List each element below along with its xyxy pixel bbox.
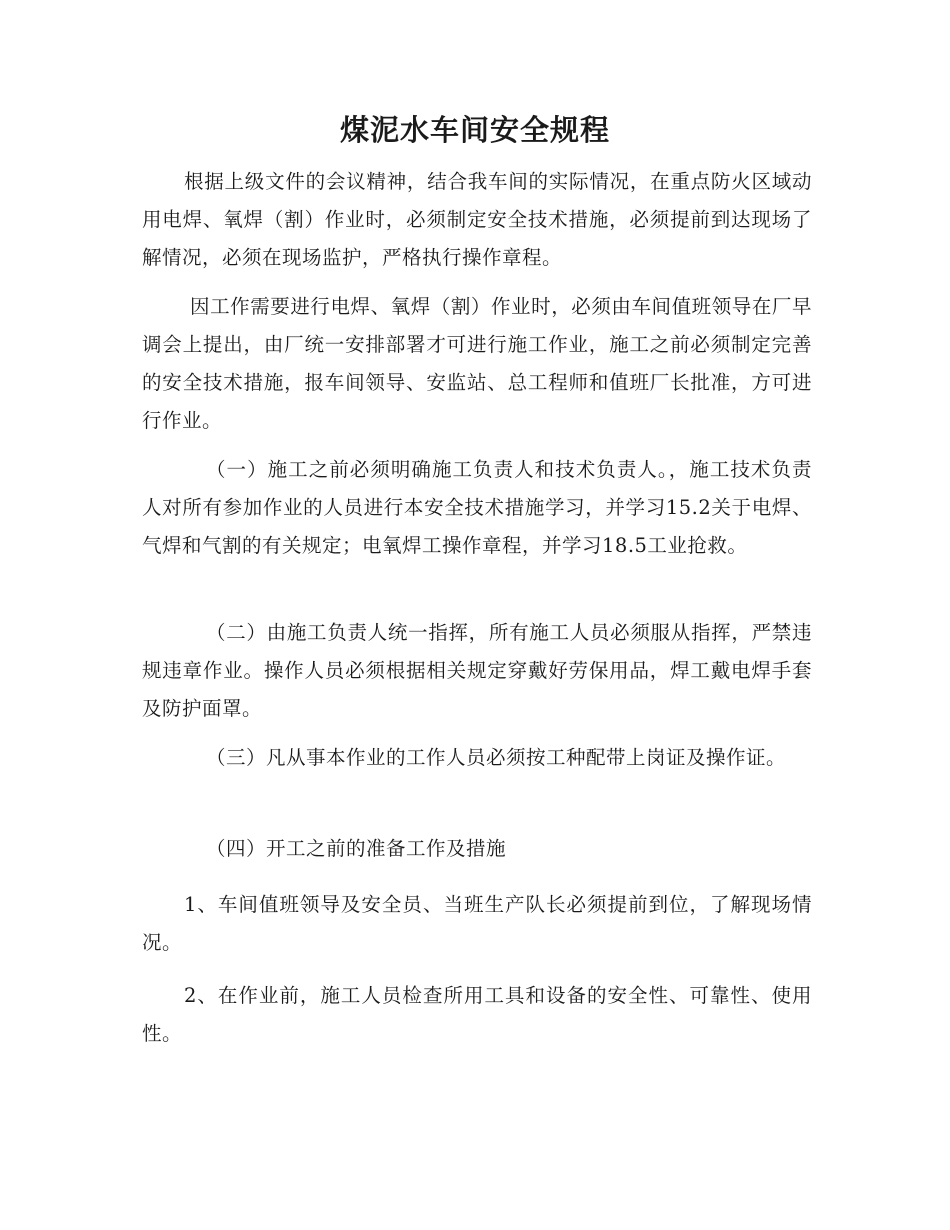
- paragraph-approval: 因工作需要进行电焊、氧焊（割）作业时，必须由车间值班领导在厂早调会上提出，由厂统一安排部署才可进行施工作业，施工之前必须制定完善的安全技术措施，报车间领导、安监站、总工程师和值班厂长批准，方可进行作业。: [142, 295, 812, 432]
- document-title: 煤泥水车间安全规程: [339, 113, 610, 147]
- paragraph-item-4-heading: （四）开工之前的准备工作及措施: [206, 837, 507, 860]
- paragraph-step-2: 2、在作业前，施工人员检查所用工具和设备的安全性、可靠性、使用性。: [142, 984, 812, 1045]
- paragraph-item-2: （二）由施工负责人统一指挥，所有施工人员必须服从指挥，严禁违规违章作业。操作人员必须根据相关规定穿戴好劳保用品，焊工戴电焊手套及防护面罩。: [142, 621, 812, 720]
- paragraph-item-1: （一）施工之前必须明确施工负责人和技术负责人。，施工技术负责人对所有参加作业的人员进行本安全技术措施学习，并学习15.2关于电焊、气焊和气割的有关规定；电氧焊工操作章程，并学习18.5工业抢救。: [142, 458, 812, 557]
- paragraph-item-3: （三）凡从事本作业的工作人员必须按工种配带上岗证及操作证。: [206, 746, 787, 769]
- paragraph-intro: 根据上级文件的会议精神，结合我车间的实际情况，在重点防火区域动用电焊、氧焊（割）作业时，必须制定安全技术措施，必须提前到达现场了解情况，必须在现场监护，严格执行操作章程。: [142, 170, 812, 269]
- paragraph-step-1: 1、车间值班领导及安全员、当班生产队长必须提前到位，了解现场情况。: [142, 893, 812, 954]
